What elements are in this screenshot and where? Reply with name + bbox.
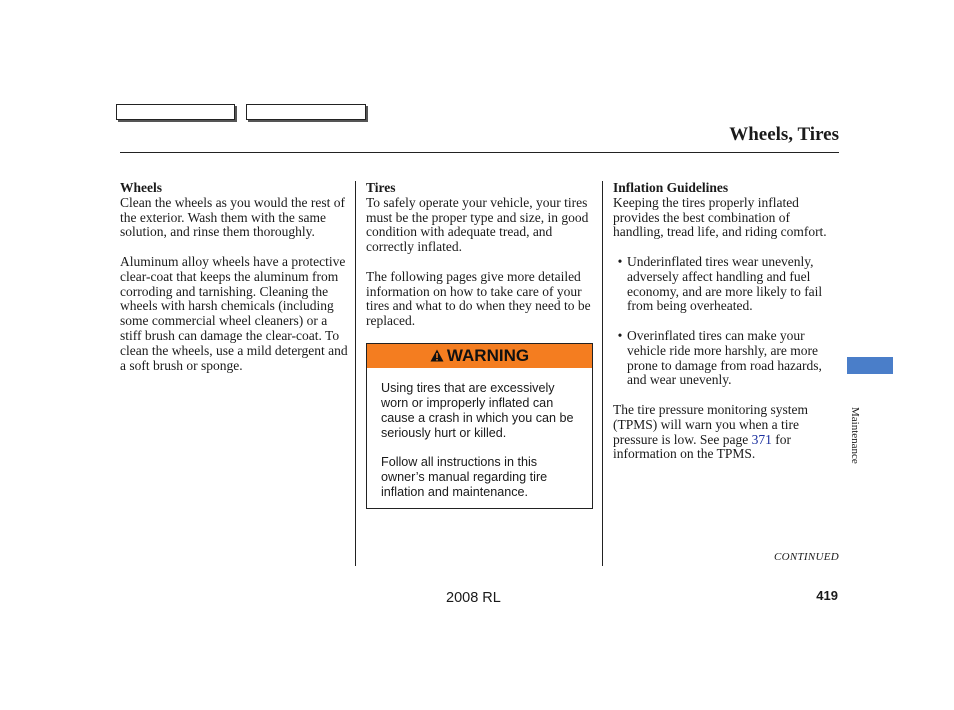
column-divider [355,181,356,566]
wheels-paragraph-1: Clean the wheels as you would the rest of the exterior. Wash them with the same solution, and rinse them thoroughly. [120,194,345,240]
title-rule [120,152,839,153]
continued-label: CONTINUED [773,551,839,563]
section-tab[interactable] [847,357,893,374]
tires-paragraph-2: The following pages give more detailed information on how to take care of your tires and what to do when they need to be replaced. [366,268,591,329]
tpms-text: The tire pressure monitoring system (TPMS) will warn you when a tire pressure is low. See page [613,401,808,447]
tires-column [366,181,596,509]
page-title: Wheels, Tires [729,124,839,145]
warning-label: WARNING [446,345,530,365]
inflation-heading: Inflation Guidelines [613,180,729,195]
footer-model: 2008 RL [446,590,501,606]
tires-paragraph-1: To safely operate your vehicle, your tires must be the proper type and size, in good condition with adequate tread, and correctly inflated. [366,194,589,255]
warning-paragraph-1: Using tires that are excessively worn or improperly inflated can cause a crash in which you can be seriously hurt or killed. [381,380,574,440]
wheels-heading: Wheels [120,180,162,195]
bullet-icon: • [617,327,623,343]
page-link-371[interactable]: 371 [751,431,772,447]
inflation-column [613,181,841,462]
nav-button-previous[interactable] [116,104,235,120]
bullet-text: Overinflated tires can make your vehicle ride more harshly, are more prone to damage from road hazards, and wear unevenly. [627,327,822,388]
column-divider [602,181,603,566]
inflation-paragraph-1: Keeping the tires properly inflated provides the best combination of handling, tread life, and riding comfort. [613,194,827,240]
warning-paragraph-2: Follow all instructions in this owner’s manual regarding tire inflation and maintenance. [381,455,548,499]
bullet-icon: • [617,253,623,269]
warning-box [366,343,593,509]
list-item [613,329,841,388]
warning-header [367,344,592,368]
warning-triangle-icon [430,349,444,362]
wheels-paragraph-2: Aluminum alloy wheels have a protective clear-coat that keeps the aluminum from corroding and tarnishing. Cleaning the wheels with harsh chemicals (including some commercial wheel cleaners) or a stiff brush can damage the clear-coat. To clean the wheels, use a mild detergent and a soft brush or sponge. [120,253,348,373]
page-number: 419 [816,588,838,603]
tires-heading: Tires [366,180,396,195]
tpms-text: for information on the TPMS. [613,431,791,462]
list-item [613,255,841,314]
wheels-column [120,181,352,373]
bullet-text: Underinflated tires wear unevenly, adversely affect handling and fuel economy, and are more likely to fail from being overheated. [627,253,823,314]
tpms-paragraph [613,403,841,462]
warning-body [367,368,592,508]
section-tab-label: Maintenance [849,407,861,464]
nav-button-next[interactable] [246,104,366,120]
